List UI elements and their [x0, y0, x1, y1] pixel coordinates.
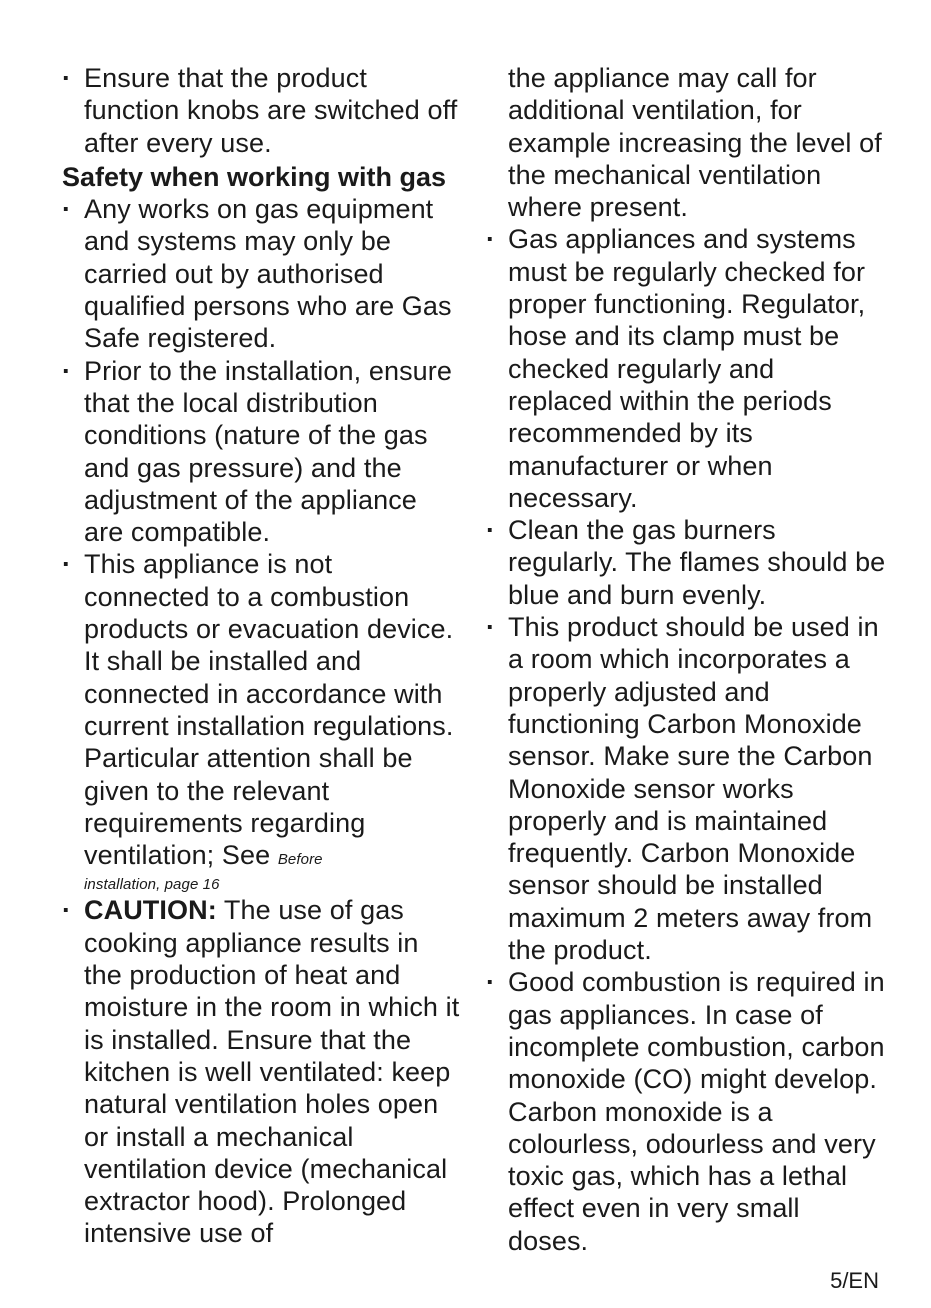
- right-column: [486, 62, 886, 1257]
- bullet-regular-checks: · Gas appliances and systems must be regularly checked for proper functioning. Regulator, hose and its clamp must be checked regularly and replaced within the periods recommended by its manufacturer or when necessary.: [486, 223, 886, 514]
- bullet-co-sensor: · This product should be used in a room which incorporates a properly adjusted and functioning Carbon Monoxide sensor. Make sure the Carbon Monoxide sensor works properly and is maintained frequently. Carbon Monoxide sensor should be installed maximum 2 meters away from the product.: [486, 611, 886, 966]
- section-heading-gas-safety: Safety when working with gas: [62, 161, 447, 192]
- page-number: 5/EN: [830, 1268, 879, 1293]
- bullet-text: The use of gas cooking appliance results in the production of heat and moisture in the room in which it is installed. Ensure that the kitchen is well ventilated: keep natural ventilation holes open or install a mechanical ventilation device (mechanical extractor hood). Prolonged intensive use of: [84, 895, 460, 1249]
- cross-reference-page[interactable]: installation, page 16: [84, 876, 220, 894]
- bullet-compatibility: · Prior to the installation, ensure that the local distribution conditions (nature of the gas and gas pressure) and the adjustment of the appliance are compatible.: [62, 355, 462, 549]
- cross-reference-link[interactable]: Before: [277, 851, 323, 869]
- continued-text: the appliance may call for additional ventilation, for example increasing the level of the mechanical ventilation where present.: [508, 63, 882, 223]
- bullet-knobs-off: · Ensure that the product function knobs are switched off after every use.: [62, 62, 462, 159]
- left-column: [62, 62, 462, 1250]
- bullet-authorised-persons: · Any works on gas equipment and systems may only be carried out by authorised qualified persons who are Gas Safe registered.: [62, 193, 462, 354]
- bullet-good-combustion: · Good combustion is required in gas appliances. In case of incomplete combustion, carbon monoxide (CO) might develop. Carbon monoxide is a colourless, odourless and very toxic gas, which has a lethal effect even in very small doses.: [486, 966, 886, 1257]
- caution-label: CAUTION:: [84, 895, 217, 926]
- bullet-clean-burners: · Clean the gas burners regularly. The flames should be blue and burn evenly.: [486, 514, 886, 611]
- bullet-caution-ventilation: [62, 894, 462, 1249]
- bullet-installation-regulations: [62, 548, 462, 893]
- bullet-text: This appliance is not connected to a combustion products or evacuation device. It shall be installed and connected in accordance with current installation regulations. Particular attention shall be given to the relevant requirements regarding ventilation; See: [84, 549, 454, 871]
